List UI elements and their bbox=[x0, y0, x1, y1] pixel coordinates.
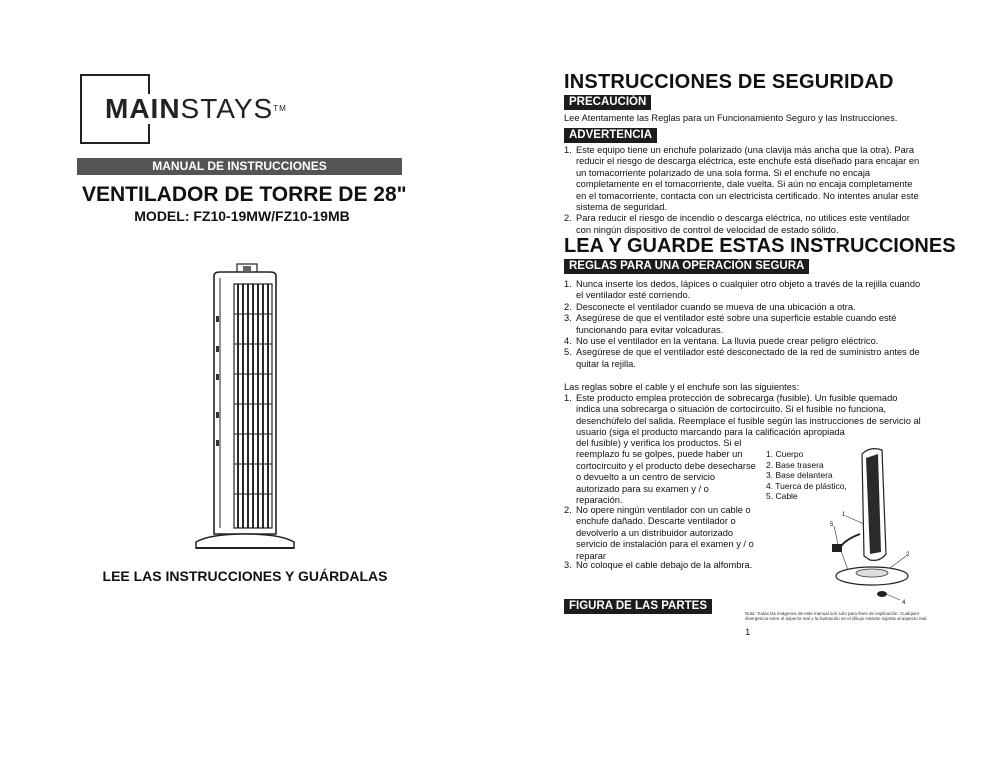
parts-legend-item: 5. Cable bbox=[766, 491, 798, 501]
cord-item-1-cont: del fusible) y verifica los productos. Si el reemplazo fu se golpes, puede haber un cortocircuito y el producto debe desecharse o devuelto a un centro de servicio autorizado para su examen y / o reparación. bbox=[576, 438, 756, 506]
caution-label: PRECAUCIÓN bbox=[564, 95, 651, 110]
product-title: VENTILADOR DE TORRE DE 28" bbox=[82, 183, 407, 206]
cord-item-3: 3. No coloque el cable debajo de la alfombra. bbox=[564, 560, 753, 570]
read-keep-heading: LEA Y GUARDE ESTAS INSTRUCCIONES bbox=[564, 235, 956, 257]
parts-diagram bbox=[820, 444, 940, 610]
warning-label: ADVERTENCIA bbox=[564, 128, 657, 143]
manual-label: MANUAL DE INSTRUCCIONES bbox=[77, 158, 402, 175]
rule-item-1: 1. Nunca inserte los dedos, lápices o cualquier otro objeto a través de la rejilla cuando el ventilador esté corriendo. bbox=[564, 279, 921, 301]
fan-control-5 bbox=[216, 440, 219, 446]
warning-item-1: 1. Este equipo tiene un enchufe polarizado (una clavija más ancha que la otra). Para reducir el riesgo de descarga eléctrica, este enchufe está diseñado para encajar en un tomacorriente polarizado de una sola forma. Si el enchufe no encaja completamente en el tomacorriente, dale vuelta. Si aún no encaja completamente en el tomacorriente, contacta con un electricista certificado. No intentes anular este sistema de seguridad. bbox=[564, 145, 920, 213]
read-keep-instructions: LEE LAS INSTRUCCIONES Y GUÁRDALAS bbox=[102, 568, 388, 584]
model-number: MODEL: FZ10-19MW/FZ10-19MB bbox=[134, 208, 350, 224]
cord-item-1-text: Este producto emplea protección de sobrecarga (fusible). Un fusible quemado indica una sobrecarga o situación de cortocircuito. Si el fusible no funciona, desenchúfelo del salida. Reemplace el fusible según las instrucciones de servicio al usuario (siga el producto marcando para la calificación apropiada bbox=[576, 393, 921, 438]
callout-2: 2 bbox=[906, 552, 910, 558]
fan-control-4 bbox=[216, 412, 219, 418]
fan-control-1 bbox=[216, 316, 219, 322]
cord-item-2: 2. No opere ningún ventilador con un cable o enchufe dañado. Descarte ventilador o devolverlo a un distribuidor autorizado servicio de instalación para el examen y / o reparar bbox=[564, 505, 754, 561]
fan-top-button bbox=[243, 266, 251, 271]
fan-control-3 bbox=[216, 374, 219, 380]
safety-heading: INSTRUCCIONES DE SEGURIDAD bbox=[564, 71, 894, 93]
diagram-cable bbox=[840, 534, 860, 548]
diagram-nut bbox=[877, 591, 887, 597]
fan-base bbox=[196, 534, 294, 548]
rules-label: REGLAS PARA UNA OPERACIÓN SEGURA bbox=[564, 259, 809, 274]
tower-fan-illustration bbox=[190, 262, 300, 554]
callout-5: 5 bbox=[830, 522, 834, 528]
callout-3: 3 bbox=[838, 548, 842, 554]
warning-list bbox=[564, 145, 924, 236]
caution-text: Lee Atentamente las Reglas para un Funcionamiento Seguro y las Instrucciones. bbox=[564, 113, 898, 123]
note-small: Nota: Todas las imágenes de este manual son solo para fines de explicación. Cualquier divergencia entre el aspecto real y la ilustración en el dibujo estarán sujetas al aspecto real. bbox=[745, 611, 928, 621]
rules-list bbox=[564, 279, 926, 370]
parts-legend-item: 4. Tuerca de plástico, bbox=[766, 480, 847, 491]
callout-1: 1 bbox=[842, 512, 846, 518]
page-number: 1 bbox=[745, 627, 751, 638]
brand-bold: MAIN bbox=[105, 93, 181, 124]
brand-thin: STAYS bbox=[180, 93, 274, 124]
parts-legend-item: 3. Base delantera bbox=[766, 470, 833, 480]
cord-item-1: 1. Este producto emplea protección de sobrecarga (fusible). Un fusible quemado indica una sobrecarga o situación de cortocircuito. Si el fusible no funciona, desenchúfelo del salida. Reemplace el fusible según las instrucciones de servicio al usuario (siga el producto marcando para la calificación apropiada bbox=[564, 393, 921, 438]
callout-4: 4 bbox=[902, 600, 906, 606]
parts-legend-item: 1. Cuerpo bbox=[766, 449, 804, 459]
parts-figure-label: FIGURA DE LAS PARTES bbox=[564, 599, 712, 614]
rule-item-4: 4. No use el ventilador en la ventana. La lluvia puede crear peligro eléctrico. bbox=[564, 336, 879, 347]
rule-item-3: 3. Asegúrese de que el ventilador esté sobre una superficie estable cuando esté funcionando para evitar volcaduras. bbox=[564, 313, 897, 335]
parts-legend-item: 2. Base trasera bbox=[766, 459, 824, 470]
fan-control-2 bbox=[216, 346, 219, 352]
cord-intro: Las reglas sobre el cable y el enchufe son las siguientes: bbox=[564, 382, 800, 392]
brand-tm: TM bbox=[273, 104, 287, 113]
fan-grille-bars bbox=[238, 284, 268, 528]
warning-item-2: 2. Para reducir el riesgo de incendio o descarga eléctrica, no utilices este ventilador con ningún dispositivo de control de velocidad de estado sólido. bbox=[564, 213, 910, 235]
rule-item-5: 5. Asegúrese de que el ventilador esté desconectado de la red de suministro antes de quitar la rejilla. bbox=[564, 347, 920, 369]
brand-logo bbox=[103, 94, 289, 124]
rule-item-2: 2. Desconecte el ventilador cuando se mueva de una ubicación a otra. bbox=[564, 301, 856, 312]
